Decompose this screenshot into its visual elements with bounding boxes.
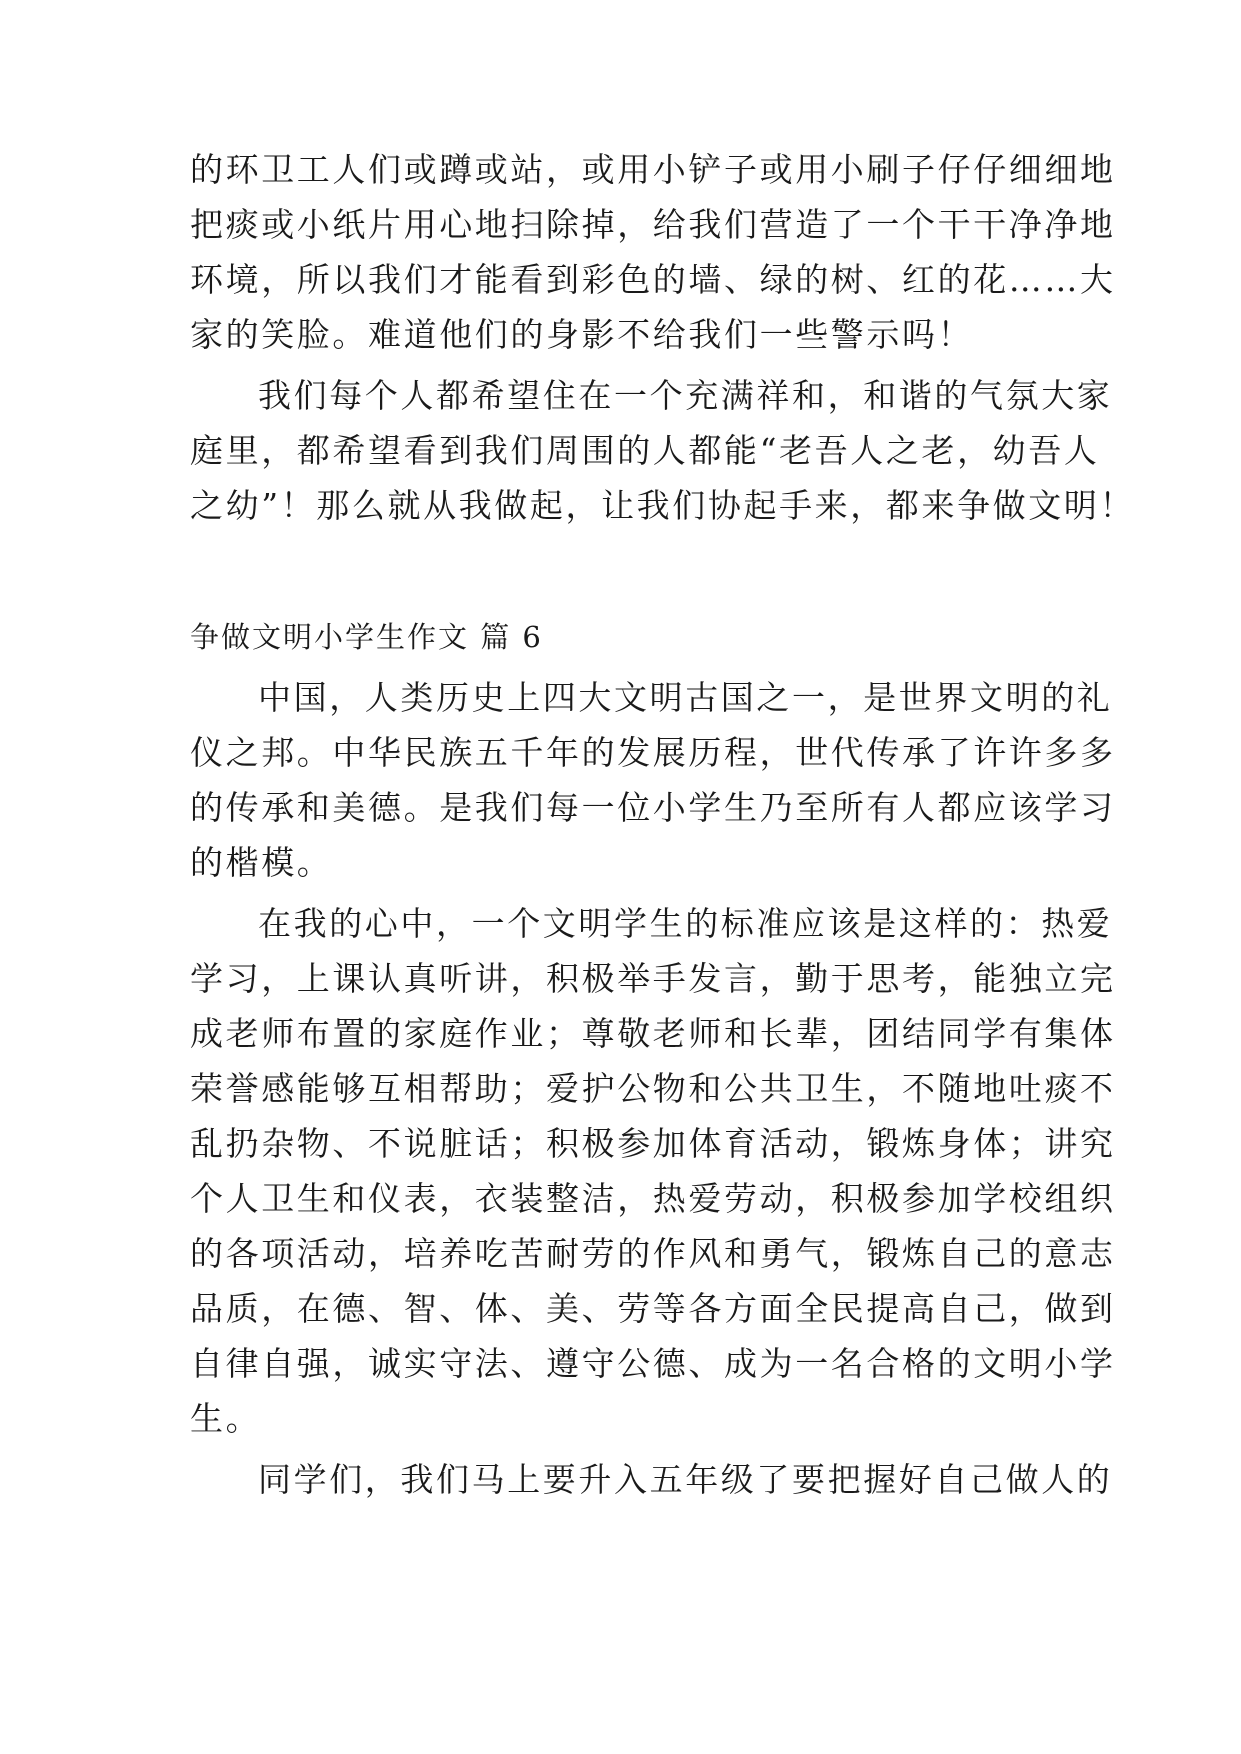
- paragraph-line: 的传承和美德。是我们每一位小学生乃至所有人都应该学习: [190, 788, 1116, 827]
- paragraph-line: 自律自强，诚实守法、遵守公德、成为一名合格的文明小学: [190, 1344, 1116, 1383]
- paragraph-line: 把痰或小纸片用心地扫除掉，给我们营造了一个干干净净地: [190, 205, 1116, 244]
- paragraph-line: 成老师布置的家庭作业；尊敬老师和长辈，团结同学有集体: [190, 1014, 1116, 1053]
- paragraph-line: 个人卫生和仪表，衣装整洁，热爱劳动，积极参加学校组织: [190, 1179, 1116, 1218]
- paragraph-line: 家的笑脸。难道他们的身影不给我们一些警示吗！: [190, 315, 974, 354]
- paragraph-line: 的楷模。: [190, 843, 333, 882]
- paragraph-line: 之幼”！那么就从我做起，让我们协起手来，都来争做文明！: [190, 486, 1136, 525]
- paragraph-line: 同学们，我们马上要升入五年级了要把握好自己做人的: [258, 1460, 1113, 1499]
- paragraph-line: 的各项活动，培养吃苦耐劳的作风和勇气，锻炼自己的意志: [190, 1234, 1116, 1273]
- paragraph-line: 品质，在德、智、体、美、劳等各方面全民提高自己，做到: [190, 1289, 1116, 1328]
- paragraph-line: 环境，所以我们才能看到彩色的墙、绿的树、红的花……大: [190, 260, 1116, 299]
- paragraph-line: 庭里，都希望看到我们周围的人都能“老吾人之老，幼吾人: [190, 431, 1100, 470]
- paragraph-line: 我们每个人都希望住在一个充满祥和，和谐的气氛大家: [258, 376, 1113, 415]
- paragraph-line: 仪之邦。中华民族五千年的发展历程，世代传承了许许多多: [190, 733, 1116, 772]
- paragraph-line: 在我的心中，一个文明学生的标准应该是这样的：热爱: [258, 904, 1113, 943]
- paragraph-line: 学习，上课认真听讲，积极举手发言，勤于思考，能独立完: [190, 959, 1116, 998]
- paragraph-line: 生。: [190, 1399, 262, 1438]
- paragraph-line: 荣誉感能够互相帮助；爱护公物和公共卫生，不随地吐痰不: [190, 1069, 1116, 1108]
- paragraph-line: 乱扔杂物、不说脏话；积极参加体育活动，锻炼身体；讲究: [190, 1124, 1116, 1163]
- paragraph-line: 的环卫工人们或蹲或站，或用小铲子或用小刷子仔仔细细地: [190, 150, 1116, 189]
- section-heading: 争做文明小学生作文 篇 6: [190, 620, 543, 654]
- paragraph-line: 中国，人类历史上四大文明古国之一，是世界文明的礼: [258, 678, 1113, 717]
